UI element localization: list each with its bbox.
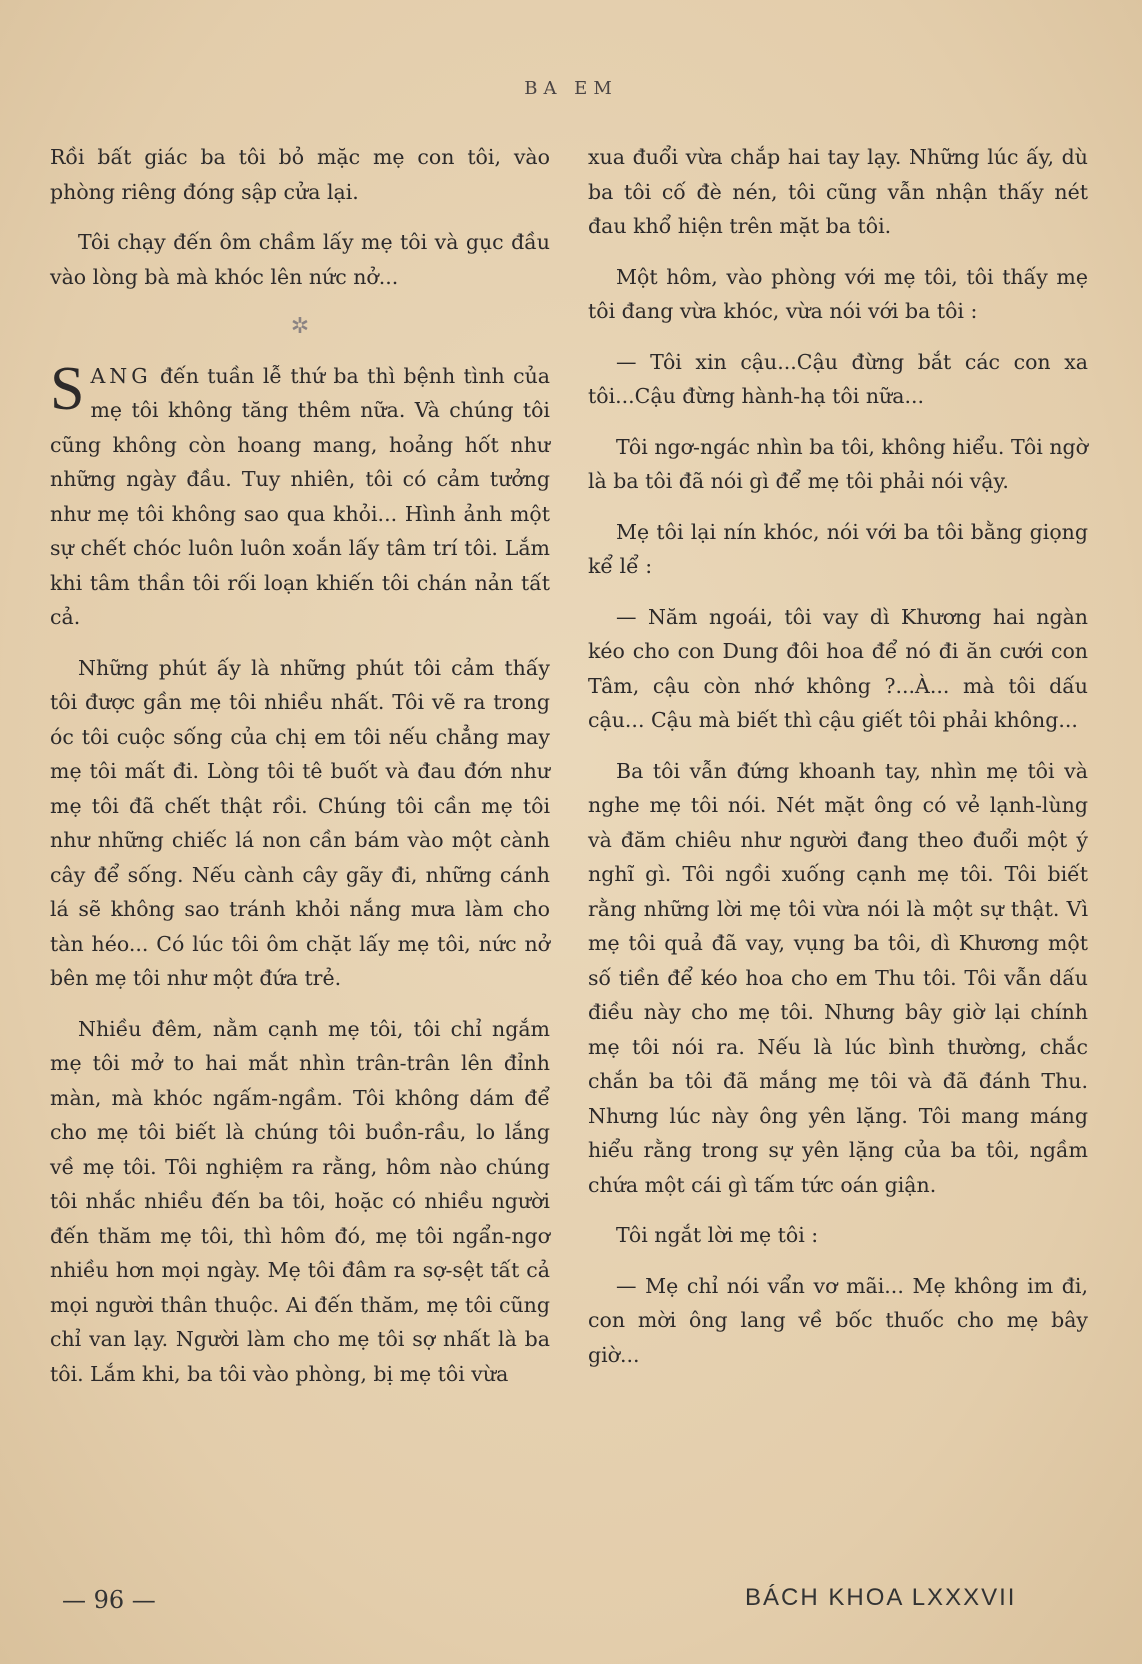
paragraph: Những phút ấy là những phút tôi cảm thấy tôi được gần mẹ tôi nhiều nhất. Tôi vẽ ra trong óc tôi cuộc sống của chị em tôi nếu chẳng may mẹ tôi mất đi. Lòng tôi tê buốt và đau đớn như mẹ tôi đã chết thật rồi. Chúng tôi cần mẹ tôi như những chiếc lá non cần bám vào một cành cây để sống. Nếu cành cây gãy đi, những cánh lá sẽ không sao tránh khỏi nắng mưa làm cho tàn héo... Có lúc tôi ôm chặt lấy mẹ tôi, nức nở bên mẹ tôi như một đứa trẻ. <box>50 655 550 990</box>
drop-cap-letter: S <box>50 354 85 423</box>
paragraph: Tôi ngắt lời mẹ tôi : <box>616 1223 819 1247</box>
paragraph: Ba tôi vẫn đứng khoanh tay, nhìn mẹ tôi và nghe mẹ tôi nói. Nét mặt ông có vẻ lạnh-lùng và đăm chiêu như người đang theo đuổi một ý nghĩ gì. Tôi ngồi xuống cạnh mẹ tôi. Tôi biết rằng những lời mẹ tôi vừa nói là một sự thật. Vì mẹ tôi quả đã vay, vụng ba tôi, dì Khương một số tiền để kéo hoa cho em Thu tôi. Tôi vẫn dấu điều này cho mẹ tôi. Nhưng bây giờ lại chính mẹ tôi nói ra. Nếu là lúc bình thường, chắc chắn ba tôi đã mắng mẹ tôi và đã đánh Thu. Nhưng lúc này ông yên lặng. Tôi mang máng hiểu rằng trong sự yên lặng của ba tôi, ngầm chứa một cái gì tấm tức oán giận. <box>588 758 1088 1197</box>
paragraph: — Mẹ chỉ nói vẩn vơ mãi... Mẹ không im đi, con mời ông lang về bốc thuốc cho mẹ bây giờ... <box>588 1273 1088 1367</box>
paragraph: Một hôm, vào phòng với mẹ tôi, tôi thấy mẹ tôi đang vừa khóc, vừa nói với ba tôi : <box>588 264 1088 323</box>
paragraph-text: đến tuần lễ thứ ba thì bệnh tình của mẹ tôi không tăng thêm nữa. Và chúng tôi cũng không còn hoang mang, hoảng hốt như những ngày đầu. Tuy nhiên, tôi có cảm tưởng như mẹ tôi không sao qua khỏi... Hình ảnh một sự chết chóc luôn luôn xoắn lấy tâm trí tôi. Lắm khi tâm thần tôi rối loạn khiến tôi chán nản tất cả. <box>50 363 550 629</box>
section-ornament: ✲ <box>290 314 310 339</box>
paragraph: Rồi bất giác ba tôi bỏ mặc mẹ con tôi, vào phòng riêng đóng sập cửa lại. <box>50 145 550 204</box>
paragraph: Tôi ngơ-ngác nhìn ba tôi, không hiểu. Tôi ngờ là ba tôi đã nói gì để mẹ tôi phải nói vậy. <box>588 434 1088 493</box>
paragraph: Tôi chạy đến ôm chầm lấy mẹ tôi và gục đầu vào lòng bà mà khóc lên nức nở... <box>50 230 550 289</box>
small-caps-lead: ANG <box>90 363 152 388</box>
magazine-footer: BÁCH KHOA LXXXVII <box>745 1584 1017 1611</box>
paragraph: Nhiều đêm, nằm cạnh mẹ tôi, tôi chỉ ngắm mẹ tôi mở to hai mắt nhìn trân-trân lên đỉnh màn, mà khóc ngấm-ngầm. Tôi không dám để cho mẹ tôi biết là chúng tôi buồn-rầu, lo lắng về mẹ tôi. Tôi nghiệm ra rằng, hôm nào chúng tôi nhắc nhiều đến ba tôi, hoặc có nhiều người đến thăm mẹ tôi, thì hôm đó, mẹ tôi ngẩn-ngơ nhiều hơn mọi ngày. Mẹ tôi đâm ra sợ-sệt tất cả mọi người thân thuộc. Ai đến thăm, mẹ tôi cũng chỉ van lạy. Người làm cho mẹ tôi sợ nhất là ba tôi. Lắm khi, ba tôi vào phòng, bị mẹ tôi vừa <box>50 1016 550 1386</box>
paragraph: — Năm ngoái, tôi vay dì Khương hai ngàn kéo cho con Dung đôi hoa để nó đi ăn cưới con Tâm, cậu còn nhớ không ?...À... mà tôi dấu cậu... Cậu mà biết thì cậu giết tôi phải không... <box>588 604 1088 732</box>
paragraph: Mẹ tôi lại nín khóc, nói với ba tôi bằng giọng kể lể : <box>588 519 1088 578</box>
paragraph: — Tôi xin cậu...Cậu đừng bắt các con xa tôi...Cậu đừng hành-hạ tôi nữa... <box>588 349 1088 408</box>
page-number: — 96 — <box>62 1586 156 1614</box>
left-column <box>50 140 550 1407</box>
paragraph: xua đuổi vừa chắp hai tay lạy. Những lúc ấy, dù ba tôi cố đè nén, tôi cũng vẫn nhận thấy nét đau khổ hiện trên mặt ba tôi. <box>588 145 1088 238</box>
right-column <box>588 140 1088 1388</box>
paragraph-dropcap <box>50 354 550 635</box>
running-header: BA EM <box>524 78 618 99</box>
